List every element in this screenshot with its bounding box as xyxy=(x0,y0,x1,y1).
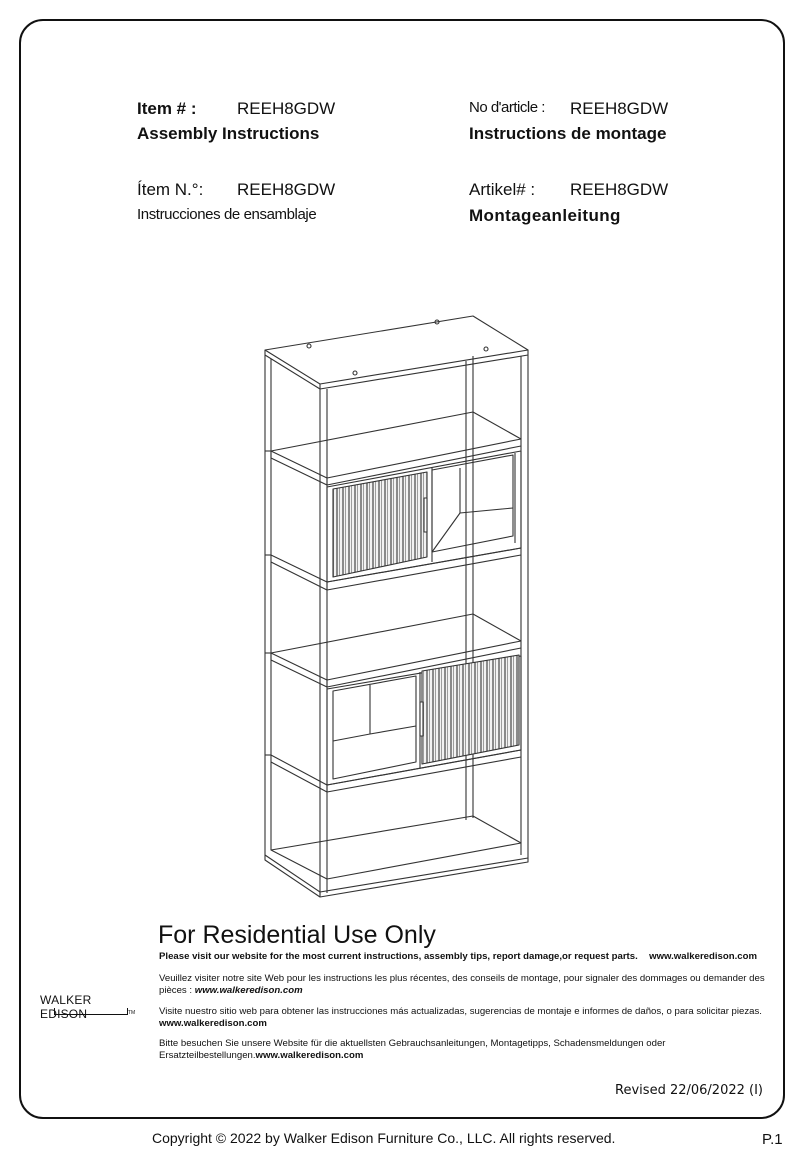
item-value-es: REEH8GDW xyxy=(237,180,336,199)
notice-fr-text: Veuillez visiter notre site Web pour les instructions les plus récentes, des conseils de montage, pour signaler des dommages ou demander des pièces : xyxy=(159,973,765,996)
notice-en-text: Please visit our website for the most current instructions, assembly tips, report damage,or request parts. xyxy=(159,951,638,962)
lower-door-handle xyxy=(420,702,423,736)
page-number: P.1 xyxy=(762,1131,783,1148)
revised-date: Revised 22/06/2022 (I) xyxy=(615,1083,763,1098)
notice-es-url[interactable]: www.walkeredison.com xyxy=(159,1018,267,1029)
item-label-en: Item # : xyxy=(137,99,197,118)
notice-es-text: Visite nuestro sitio web para obtener las instrucciones más actualizadas, sugerencias de montaje e informes de daños, o para solicitar piezas. xyxy=(159,1006,762,1017)
title-es: Instrucciones de ensamblaje xyxy=(137,206,317,223)
notice-en xyxy=(159,951,767,963)
item-value-fr: REEH8GDW xyxy=(570,99,669,118)
notice-de-text: Bitte besuchen Sie unsere Website für die aktuellsten Gebrauchsanleitungen, Montagetipps, Schadensmeldungen oder Ersatzteilbestellungen. xyxy=(159,1038,666,1061)
item-label-de: Artikel# : xyxy=(469,180,536,199)
residential-heading: For Residential Use Only xyxy=(158,921,436,949)
top-bolt xyxy=(307,344,311,348)
top-bolt xyxy=(484,347,488,351)
logo-text: WALKER EDISON xyxy=(40,993,92,1021)
lower-sliding-door xyxy=(422,655,519,764)
upper-sliding-door xyxy=(333,472,427,577)
notice-de-url[interactable]: www.walkeredison.com xyxy=(255,1050,364,1061)
top-panel xyxy=(265,316,528,384)
notice-de xyxy=(159,1038,767,1062)
logo-tm: TM xyxy=(128,1010,136,1016)
walker-edison-logo xyxy=(38,993,142,1021)
notice-en-url[interactable]: www.walkeredison.com xyxy=(649,951,757,962)
item-value-de: REEH8GDW xyxy=(570,180,669,199)
upper-door-handle xyxy=(424,498,427,532)
title-fr: Instructions de montage xyxy=(469,124,667,143)
shelf-1 xyxy=(271,412,521,478)
logo-bracket xyxy=(54,1008,128,1015)
item-label-fr: No d'article : xyxy=(469,99,545,116)
item-value-en: REEH8GDW xyxy=(237,99,336,118)
notice-fr xyxy=(159,973,767,997)
lower-open-bay xyxy=(333,676,416,779)
copyright: Copyright © 2022 by Walker Edison Furniture Co., LLC. All rights reserved. xyxy=(152,1130,616,1146)
top-bolt xyxy=(353,371,357,375)
title-de: Montageanleitung xyxy=(469,206,621,225)
title-en: Assembly Instructions xyxy=(137,124,320,143)
notice-fr-url[interactable]: www.walkeredison.com xyxy=(194,985,303,996)
notice-es xyxy=(159,1006,767,1030)
item-label-es: Ítem N.°: xyxy=(137,180,204,199)
